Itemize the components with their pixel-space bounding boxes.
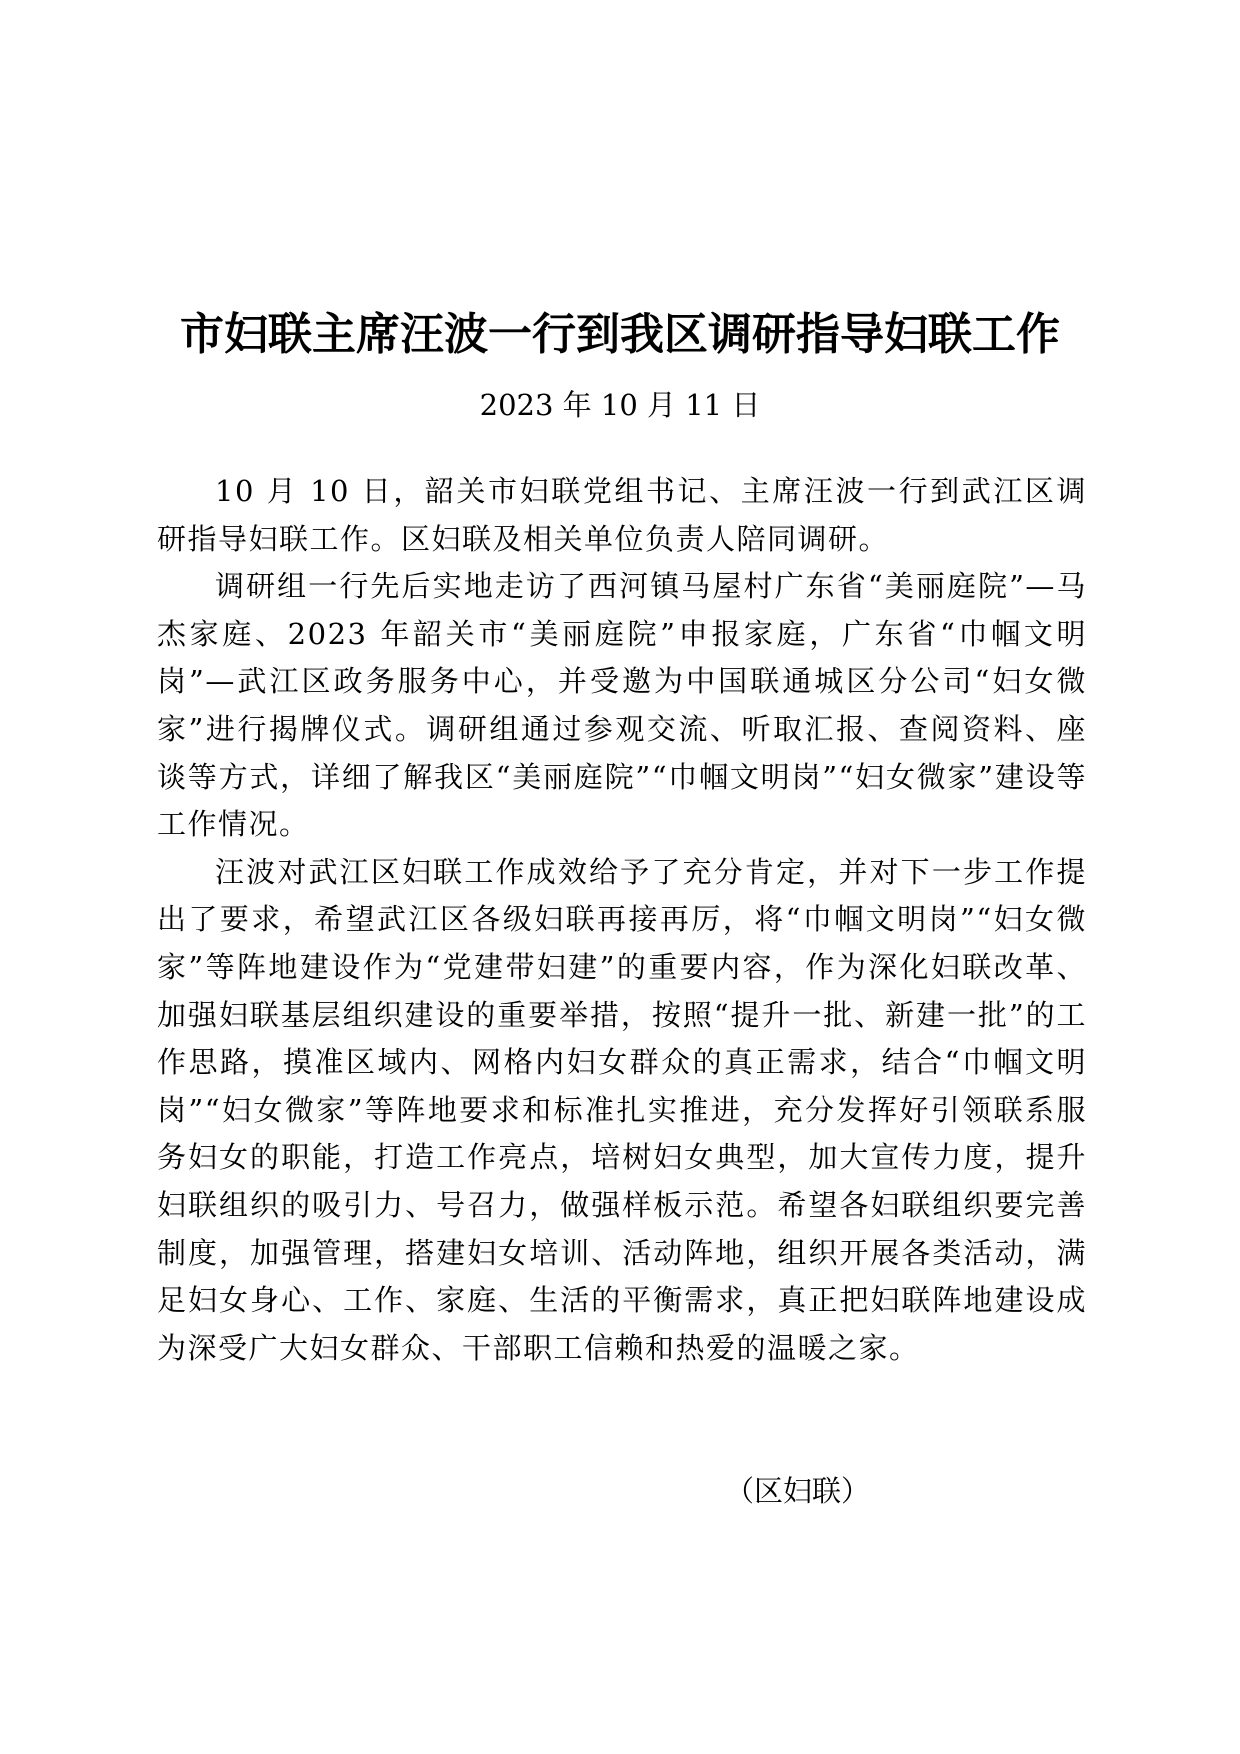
document-body	[157, 468, 1087, 1372]
document-title: 市妇联主席汪波一行到我区调研指导妇联工作	[180, 309, 1060, 360]
paragraph-2: 调研组一行先后实地走访了西河镇马屋村广东省“美丽庭院”—马杰家庭、2023 年韶关市“美丽庭院”申报家庭，广东省“巾帼文明岗”—武江区政务服务中心，并受邀为中国联通城区分公司“妇女微家”进行揭牌仪式。调研组通过参观交流、听取汇报、查阅资料、座谈等方式，详细了解我区“美丽庭院”“巾帼文明岗”“妇女微家”建设等工作情况。	[157, 569, 1087, 842]
paragraph-1: 10 月 10 日，韶关市妇联党组书记、主席汪波一行到武江区调研指导妇联工作。区妇联及相关单位负责人陪同调研。	[157, 474, 1087, 556]
paragraph-3: 汪波对武江区妇联工作成效给予了充分肯定，并对下一步工作提出了要求，希望武江区各级妇联再接再厉，将“巾帼文明岗”“妇女微家”等阵地建设作为“党建带妇建”的重要内容，作为深化妇联改革、加强妇联基层组织建设的重要举措，按照“提升一批、新建一批”的工作思路，摸准区域内、网格内妇女群众的真正需求，结合“巾帼文明岗”“妇女微家”等阵地要求和标准扎实推进，充分发挥好引领联系服务妇女的职能，打造工作亮点，培树妇女典型，加大宣传力度，提升妇联组织的吸引力、号召力，做强样板示范。希望各妇联组织要完善制度，加强管理，搭建妇女培训、活动阵地，组织开展各类活动，满足妇女身心、工作、家庭、生活的平衡需求，真正把妇联阵地建设成为深受广大妇女群众、干部职工信赖和热爱的温暖之家。	[157, 854, 1087, 1365]
document-signature: （区妇联）	[724, 1474, 870, 1508]
document-date: 2023 年 10 月 11 日	[479, 388, 761, 422]
